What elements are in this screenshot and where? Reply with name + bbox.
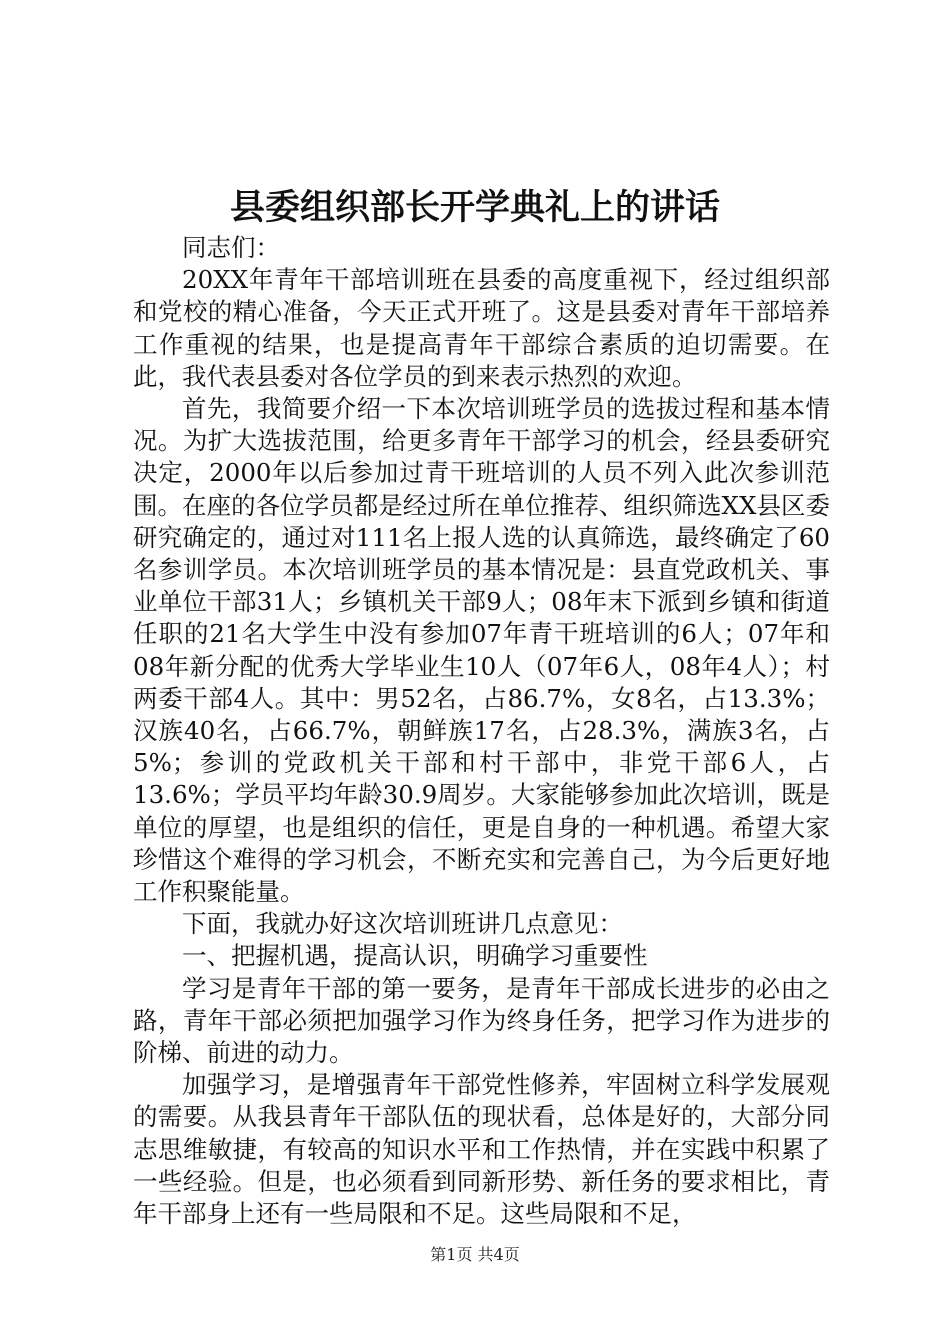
document-title: 县委组织部长开学典礼上的讲话 xyxy=(229,187,720,228)
paragraph-learning-importance: 学习是青年干部的第一要务，是青年干部成长进步的必由之路，青年干部必须把加强学习作为终身任务，把学习作为进步的阶梯、前进的动力。 xyxy=(133,973,830,1068)
paragraph-party-spirit: 加强学习，是增强青年干部党性修养，牢固树立科学发展观的需要。从我县青年干部队伍的现状看，总体是好的，大部分同志思维敏捷，有较高的知识水平和工作热情，并在实践中积累了一些经验。但是，也必须看到同新形势、新任务的要求相比，青年干部身上还有一些局限和不足。这些局限和不足， xyxy=(133,1070,830,1229)
paragraph-opening: 20XX年青年干部培训班在县委的高度重视下，经过组织部和党校的精心准备，今天正式开班了。这是县委对青年干部培养工作重视的结果，也是提高青年干部综合素质的迫切需要。在此，我代表县委对各位学员的到来表示热烈的欢迎。 xyxy=(133,265,830,391)
paragraph-transition: 下面，我就办好这次培训班讲几点意见： xyxy=(182,909,623,939)
page-number-footer: 第1页 共4页 xyxy=(430,1245,520,1264)
document-body xyxy=(133,232,830,1230)
section-heading-1: 一、把握机遇，提高认识，明确学习重要性 xyxy=(182,941,648,971)
salutation: 同志们： xyxy=(182,233,280,262)
paragraph-trainee-overview: 首先，我简要介绍一下本次培训班学员的选拔过程和基本情况。为扩大选拔范围，给更多青年干部学习的机会，经县委研究决定，2000年以后参加过青干班培训的人员不列入此次参训范围。在座的各位学员都是经过所在单位推荐、组织筛选XX县区委研究确定的，通过对111名上报人选的认真筛选，最终确定了60名参训学员。本次培训班学员的基本情况是：县直党政机关、事业单位干部31人；乡镇机关干部9人；08年末下派到乡镇和街道任职的21名大学生中没有参加07年青干班培训的6人；07年和08年新分配的优秀大学毕业生10人（07年6人，08年4人）；村两委干部4人。其中：男52名，占86.7%，女8名，占13.3%；汉族40名，占66.7%，朝鲜族17名，占28.3%，满族3名，占5%；参训的党政机关干部和村干部中，非党干部6人，占13.6%；学员平均年龄30.9周岁。大家能够参加此次培训，既是单位的厚望，也是组织的信任，更是自身的一种机遇。希望大家珍惜这个难得的学习机会，不断充实和完善自己，为今后更好地工作积聚能量。 xyxy=(133,394,830,907)
